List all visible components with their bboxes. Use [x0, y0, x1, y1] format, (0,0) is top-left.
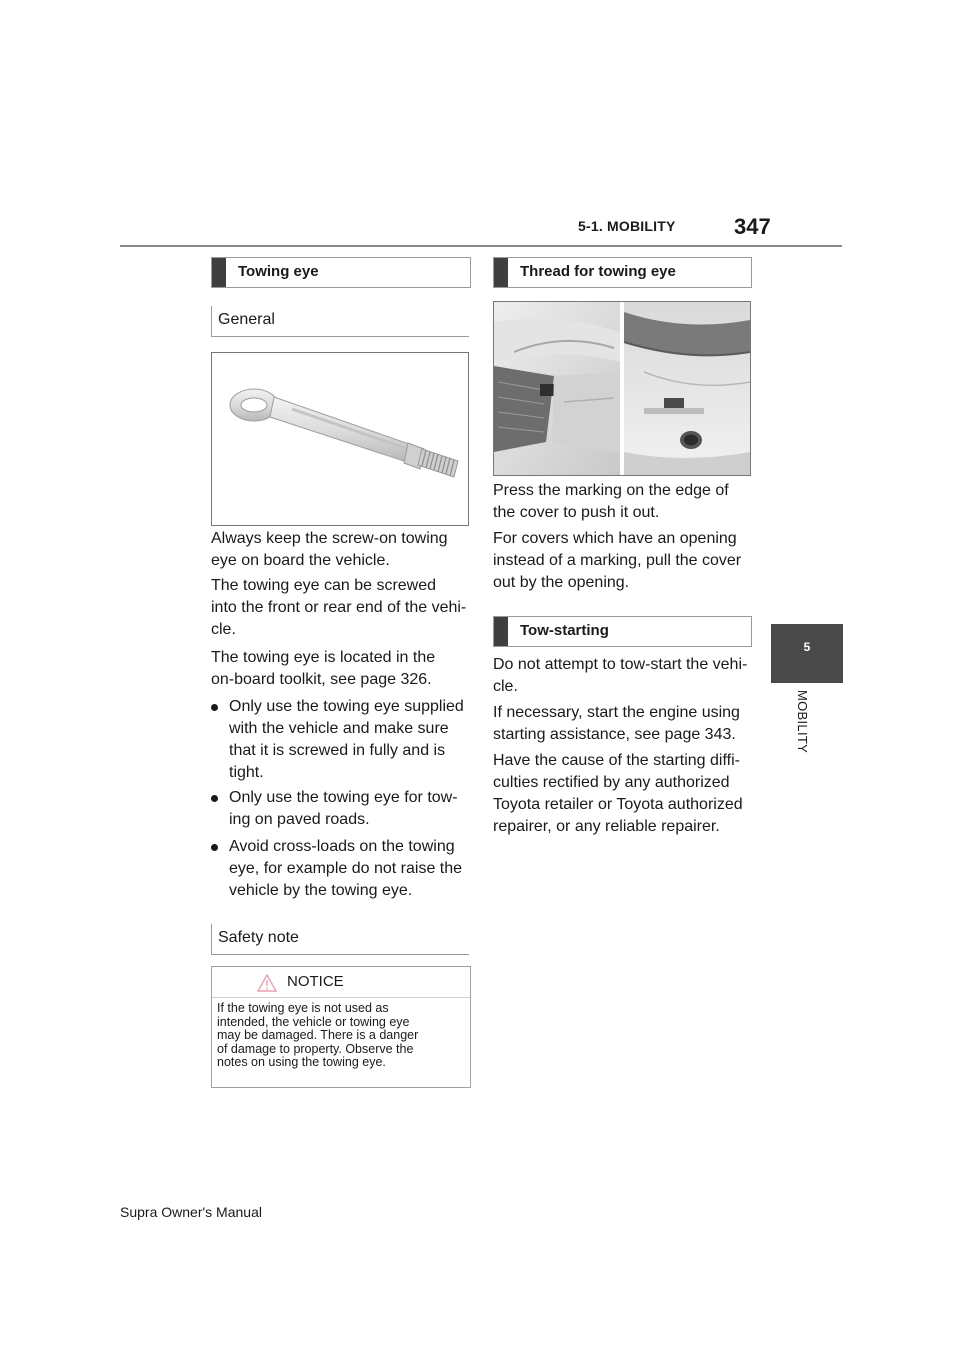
- bumper-cover-figure: [493, 301, 751, 476]
- paragraph-line: The towing eye is located in the: [211, 649, 436, 666]
- paragraph-line: cle.: [493, 678, 518, 695]
- notice-line: intended, the vehicle or towing eye: [217, 1014, 410, 1029]
- safety-rule: [211, 954, 469, 955]
- paragraph-line: Have the cause of the starting diffi-: [493, 752, 740, 769]
- general-rule: [211, 336, 469, 337]
- warning-triangle-icon: [257, 974, 277, 992]
- notice-title: NOTICE: [287, 973, 344, 990]
- bullet-dot-icon: [211, 795, 218, 802]
- list-item: [211, 836, 471, 904]
- notice-header: [212, 967, 470, 998]
- paragraph-line: starting assistance, see page 343.: [493, 726, 736, 743]
- paragraph-line: on-board toolkit, see page 326.: [211, 671, 432, 688]
- paragraph-line: eye on board the vehicle.: [211, 552, 390, 569]
- bullet-line: Only use the towing eye supplied: [229, 698, 464, 715]
- paragraph-line: culties rectified by any authorized: [493, 774, 730, 791]
- paragraph-line: Press the marking on the edge of: [493, 482, 729, 499]
- notice-line: may be damaged. There is a danger: [217, 1028, 419, 1042]
- section-title: 5-1. MOBILITY: [578, 218, 676, 234]
- towing-eye-figure: [211, 352, 469, 526]
- bullet-line: Avoid cross-loads on the towing: [229, 838, 455, 855]
- bullet-line: vehicle by the towing eye.: [229, 882, 413, 899]
- paragraph-line: Always keep the screw-on towing: [211, 530, 448, 547]
- notice-text: [217, 1002, 465, 1070]
- thread-heading-label: Thread for towing eye: [520, 263, 676, 280]
- heading-tab-marker: [494, 617, 508, 646]
- notice-line: of damage to property. Observe the: [217, 1041, 414, 1056]
- paragraph-line: into the front or rear end of the vehi-: [211, 599, 467, 616]
- towing-eye-heading-label: Towing eye: [238, 263, 319, 280]
- paragraph-line: repairer, or any reliable repairer.: [493, 818, 720, 835]
- heading-tab-marker: [494, 258, 508, 287]
- list-item: [211, 696, 471, 786]
- bullet-line: tight.: [229, 764, 264, 781]
- tow-starting-heading: [493, 616, 752, 647]
- towing-eye-heading: [211, 257, 471, 288]
- page-number: 347: [734, 214, 771, 239]
- thread-heading: [493, 257, 752, 288]
- chapter-label: MOBILITY: [795, 690, 810, 754]
- paragraph-line: If necessary, start the engine using: [493, 704, 740, 721]
- paragraph-line: the cover to push it out.: [493, 504, 660, 521]
- paragraph-line: The towing eye can be screwed: [211, 577, 437, 594]
- chapter-number: 5: [803, 640, 811, 654]
- general-subheading: General: [218, 311, 275, 328]
- bullet-line: eye, for example do not raise the: [229, 860, 463, 877]
- chapter-label-wrap: [795, 690, 820, 770]
- bullet-line: Only use the towing eye for tow-: [229, 789, 458, 806]
- paragraph-line: For covers which have an opening: [493, 530, 737, 547]
- list-item: [211, 787, 471, 833]
- notice-line: notes on using the towing eye.: [217, 1055, 386, 1069]
- bullet-dot-icon: [211, 704, 218, 711]
- bullet-line: that it is screwed in fully and is: [229, 742, 446, 759]
- towing-eye-illustration-icon: [212, 353, 468, 525]
- heading-tab-marker: [212, 258, 226, 287]
- bullet-dot-icon: [211, 844, 218, 851]
- notice-line: If the towing eye is not used as: [217, 1001, 389, 1015]
- paragraph-line: instead of a marking, pull the cover: [493, 552, 742, 569]
- general-tick: [211, 306, 212, 336]
- paragraph-line: Toyota retailer or Toyota authorized: [493, 796, 743, 813]
- paragraph-line: Do not attempt to tow-start the vehi-: [493, 656, 748, 673]
- bumper-cover-photos-icon: [494, 302, 750, 475]
- safety-tick: [211, 924, 212, 954]
- paragraph-line: cle.: [211, 621, 236, 638]
- paragraph-line: out by the opening.: [493, 574, 630, 591]
- tow-starting-heading-label: Tow-starting: [520, 622, 609, 639]
- safety-subheading: Safety note: [218, 929, 299, 946]
- bullet-line: ing on paved roads.: [229, 811, 370, 828]
- bullet-line: with the vehicle and make sure: [229, 720, 449, 737]
- header-divider: [120, 245, 842, 247]
- footer-text: Supra Owner's Manual: [120, 1204, 262, 1220]
- notice-box: [211, 966, 471, 1088]
